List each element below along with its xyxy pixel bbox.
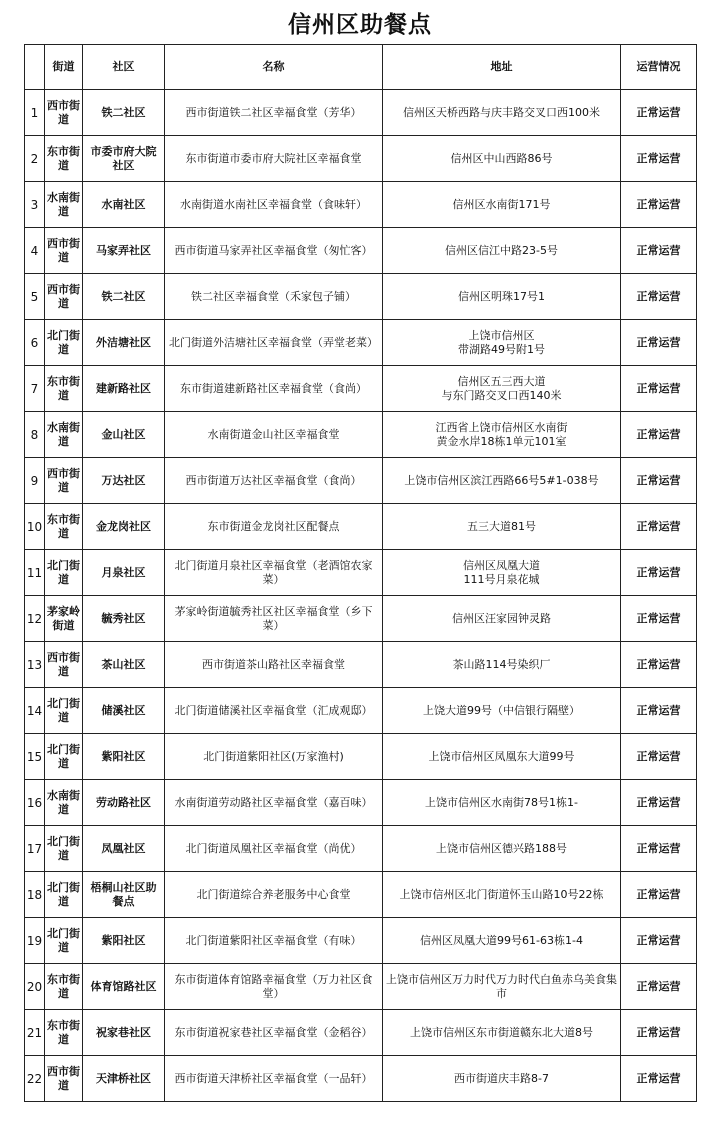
table-row: [25, 642, 697, 688]
status-cell: 正常运营: [621, 228, 697, 274]
community-cell: 紫阳社区: [83, 918, 165, 964]
status-cell: 正常运营: [621, 642, 697, 688]
address-cell: 西市街道庆丰路8-7: [383, 1056, 621, 1102]
row-number-cell: 16: [25, 780, 45, 826]
address-cell: 五三大道81号: [383, 504, 621, 550]
address-cell: 信州区天桥西路与庆丰路交叉口西100米: [383, 90, 621, 136]
table-row: [25, 734, 697, 780]
address-cell: 上饶市信州区水南街78号1栋1-: [383, 780, 621, 826]
name-cell: 东市街道金龙岗社区配餐点: [165, 504, 383, 550]
name-cell: 北门街道月泉社区幸福食堂（老酒馆农家菜）: [165, 550, 383, 596]
community-cell: 祝家巷社区: [83, 1010, 165, 1056]
table-row: [25, 458, 697, 504]
table-row: [25, 872, 697, 918]
name-cell: 西市街道马家弄社区幸福食堂（匆忙客）: [165, 228, 383, 274]
header-index: [25, 45, 45, 90]
table-row: [25, 596, 697, 642]
row-number-cell: 22: [25, 1056, 45, 1102]
name-cell: 水南街道水南社区幸福食堂（食味轩）: [165, 182, 383, 228]
street-cell: 北门街道: [45, 320, 83, 366]
street-cell: 茅家岭街道: [45, 596, 83, 642]
street-cell: 水南街道: [45, 780, 83, 826]
table-row: [25, 826, 697, 872]
status-cell: 正常运营: [621, 918, 697, 964]
status-cell: 正常运营: [621, 550, 697, 596]
name-cell: 东市街道建新路社区幸福食堂（食尚）: [165, 366, 383, 412]
row-number-cell: 18: [25, 872, 45, 918]
status-cell: 正常运营: [621, 458, 697, 504]
community-cell: 金山社区: [83, 412, 165, 458]
status-cell: 正常运营: [621, 780, 697, 826]
address-cell: 信州区信江中路23-5号: [383, 228, 621, 274]
row-number-cell: 15: [25, 734, 45, 780]
header-street: 街道: [45, 45, 83, 90]
row-number-cell: 1: [25, 90, 45, 136]
table-row: [25, 182, 697, 228]
row-number-cell: 20: [25, 964, 45, 1010]
street-cell: 西市街道: [45, 642, 83, 688]
row-number-cell: 5: [25, 274, 45, 320]
community-cell: 储溪社区: [83, 688, 165, 734]
address-cell: 信州区明珠17号1: [383, 274, 621, 320]
status-cell: 正常运营: [621, 320, 697, 366]
address-cell: 上饶市信州区滨江西路66号5#1-038号: [383, 458, 621, 504]
community-cell: 万达社区: [83, 458, 165, 504]
table-body: [25, 90, 697, 1102]
table-row: [25, 274, 697, 320]
header-community: 社区: [83, 45, 165, 90]
community-cell: 马家弄社区: [83, 228, 165, 274]
table-row: [25, 504, 697, 550]
name-cell: 北门街道储溪社区幸福食堂（汇成观邸）: [165, 688, 383, 734]
community-cell: 铁二社区: [83, 90, 165, 136]
table-row: [25, 1010, 697, 1056]
row-number-cell: 13: [25, 642, 45, 688]
community-cell: 毓秀社区: [83, 596, 165, 642]
name-cell: 北门街道综合养老服务中心食堂: [165, 872, 383, 918]
row-number-cell: 7: [25, 366, 45, 412]
street-cell: 西市街道: [45, 1056, 83, 1102]
name-cell: 东市街道祝家巷社区幸福食堂（金稻谷）: [165, 1010, 383, 1056]
community-cell: 天津桥社区: [83, 1056, 165, 1102]
name-cell: 铁二社区幸福食堂（禾家包子铺）: [165, 274, 383, 320]
table-row: [25, 688, 697, 734]
street-cell: 北门街道: [45, 550, 83, 596]
street-cell: 西市街道: [45, 274, 83, 320]
name-cell: 西市街道天津桥社区幸福食堂（一品轩）: [165, 1056, 383, 1102]
table-row: [25, 918, 697, 964]
name-cell: 西市街道万达社区幸福食堂（食尚）: [165, 458, 383, 504]
address-cell: 上饶市信州区德兴路188号: [383, 826, 621, 872]
community-cell: 金龙岗社区: [83, 504, 165, 550]
row-number-cell: 3: [25, 182, 45, 228]
status-cell: 正常运营: [621, 504, 697, 550]
name-cell: 水南街道金山社区幸福食堂: [165, 412, 383, 458]
row-number-cell: 19: [25, 918, 45, 964]
status-cell: 正常运营: [621, 596, 697, 642]
status-cell: 正常运营: [621, 182, 697, 228]
street-cell: 水南街道: [45, 182, 83, 228]
community-cell: 建新路社区: [83, 366, 165, 412]
name-cell: 西市街道铁二社区幸福食堂（芳华）: [165, 90, 383, 136]
street-cell: 北门街道: [45, 826, 83, 872]
address-cell: 信州区五三西大道 与东门路交叉口西140米: [383, 366, 621, 412]
status-cell: 正常运营: [621, 872, 697, 918]
community-cell: 梧桐山社区助餐点: [83, 872, 165, 918]
row-number-cell: 4: [25, 228, 45, 274]
row-number-cell: 12: [25, 596, 45, 642]
table-row: [25, 228, 697, 274]
name-cell: 西市街道茶山路社区幸福食堂: [165, 642, 383, 688]
community-cell: 外洁塘社区: [83, 320, 165, 366]
address-cell: 信州区中山西路86号: [383, 136, 621, 182]
name-cell: 北门街道紫阳社区幸福食堂（有味）: [165, 918, 383, 964]
row-number-cell: 17: [25, 826, 45, 872]
street-cell: 东市街道: [45, 504, 83, 550]
address-cell: 茶山路114号染织厂: [383, 642, 621, 688]
address-cell: 信州区凤凰大道 111号月泉花城: [383, 550, 621, 596]
street-cell: 东市街道: [45, 1010, 83, 1056]
community-cell: 月泉社区: [83, 550, 165, 596]
row-number-cell: 10: [25, 504, 45, 550]
address-cell: 上饶市信州区万力时代万力时代白鱼赤乌美食集市: [383, 964, 621, 1010]
community-cell: 体育馆路社区: [83, 964, 165, 1010]
street-cell: 东市街道: [45, 366, 83, 412]
name-cell: 水南街道劳动路社区幸福食堂（嘉百味）: [165, 780, 383, 826]
address-cell: 江西省上饶市信州区水南街 黄金水岸18栋1单元101室: [383, 412, 621, 458]
name-cell: 东市街道体育馆路幸福食堂（万力社区食堂）: [165, 964, 383, 1010]
table-row: [25, 780, 697, 826]
street-cell: 西市街道: [45, 90, 83, 136]
header-row: [25, 45, 697, 90]
row-number-cell: 2: [25, 136, 45, 182]
status-cell: 正常运营: [621, 274, 697, 320]
status-cell: 正常运营: [621, 136, 697, 182]
address-cell: 信州区水南街171号: [383, 182, 621, 228]
name-cell: 北门街道凤凰社区幸福食堂（尚优）: [165, 826, 383, 872]
address-cell: 上饶市信州区 带湖路49号附1号: [383, 320, 621, 366]
status-cell: 正常运营: [621, 90, 697, 136]
name-cell: 北门街道紫阳社区(万家渔村): [165, 734, 383, 780]
row-number-cell: 8: [25, 412, 45, 458]
page-title: 信州区助餐点: [288, 12, 432, 38]
row-number-cell: 14: [25, 688, 45, 734]
status-cell: 正常运营: [621, 1056, 697, 1102]
address-cell: 上饶大道99号（中信银行隔壁）: [383, 688, 621, 734]
status-cell: 正常运营: [621, 826, 697, 872]
header-status: 运营情况: [621, 45, 697, 90]
table-row: [25, 366, 697, 412]
community-cell: 劳动路社区: [83, 780, 165, 826]
street-cell: 水南街道: [45, 412, 83, 458]
address-cell: 上饶市信州区凤凰东大道99号: [383, 734, 621, 780]
status-cell: 正常运营: [621, 1010, 697, 1056]
street-cell: 东市街道: [45, 964, 83, 1010]
street-cell: 北门街道: [45, 918, 83, 964]
header-name: 名称: [165, 45, 383, 90]
street-cell: 东市街道: [45, 136, 83, 182]
street-cell: 北门街道: [45, 734, 83, 780]
table-row: [25, 90, 697, 136]
row-number-cell: 21: [25, 1010, 45, 1056]
community-cell: 紫阳社区: [83, 734, 165, 780]
address-cell: 信州区凤凰大道99号61-63栋1-4: [383, 918, 621, 964]
street-cell: 西市街道: [45, 228, 83, 274]
address-cell: 信州区汪家园钟灵路: [383, 596, 621, 642]
header-address: 地址: [383, 45, 621, 90]
table-row: [25, 412, 697, 458]
community-cell: 铁二社区: [83, 274, 165, 320]
street-cell: 西市街道: [45, 458, 83, 504]
row-number-cell: 11: [25, 550, 45, 596]
table-row: [25, 136, 697, 182]
table-row: [25, 320, 697, 366]
table-row: [25, 1056, 697, 1102]
table-row: [25, 964, 697, 1010]
row-number-cell: 6: [25, 320, 45, 366]
status-cell: 正常运营: [621, 734, 697, 780]
row-number-cell: 9: [25, 458, 45, 504]
community-cell: 凤凰社区: [83, 826, 165, 872]
community-cell: 茶山社区: [83, 642, 165, 688]
street-cell: 北门街道: [45, 872, 83, 918]
address-cell: 上饶市信州区东市街道赣东北大道8号: [383, 1010, 621, 1056]
status-cell: 正常运营: [621, 366, 697, 412]
name-cell: 北门街道外洁塘社区幸福食堂（弄堂老菜）: [165, 320, 383, 366]
community-cell: 市委市府大院社区: [83, 136, 165, 182]
name-cell: 茅家岭街道毓秀社区社区幸福食堂（乡下菜）: [165, 596, 383, 642]
address-cell: 上饶市信州区北门街道怀玉山路10号22栋: [383, 872, 621, 918]
status-cell: 正常运营: [621, 412, 697, 458]
status-cell: 正常运营: [621, 964, 697, 1010]
name-cell: 东市街道市委市府大院社区幸福食堂: [165, 136, 383, 182]
status-cell: 正常运营: [621, 688, 697, 734]
meal-points-table: [24, 44, 697, 1102]
community-cell: 水南社区: [83, 182, 165, 228]
table-row: [25, 550, 697, 596]
street-cell: 北门街道: [45, 688, 83, 734]
